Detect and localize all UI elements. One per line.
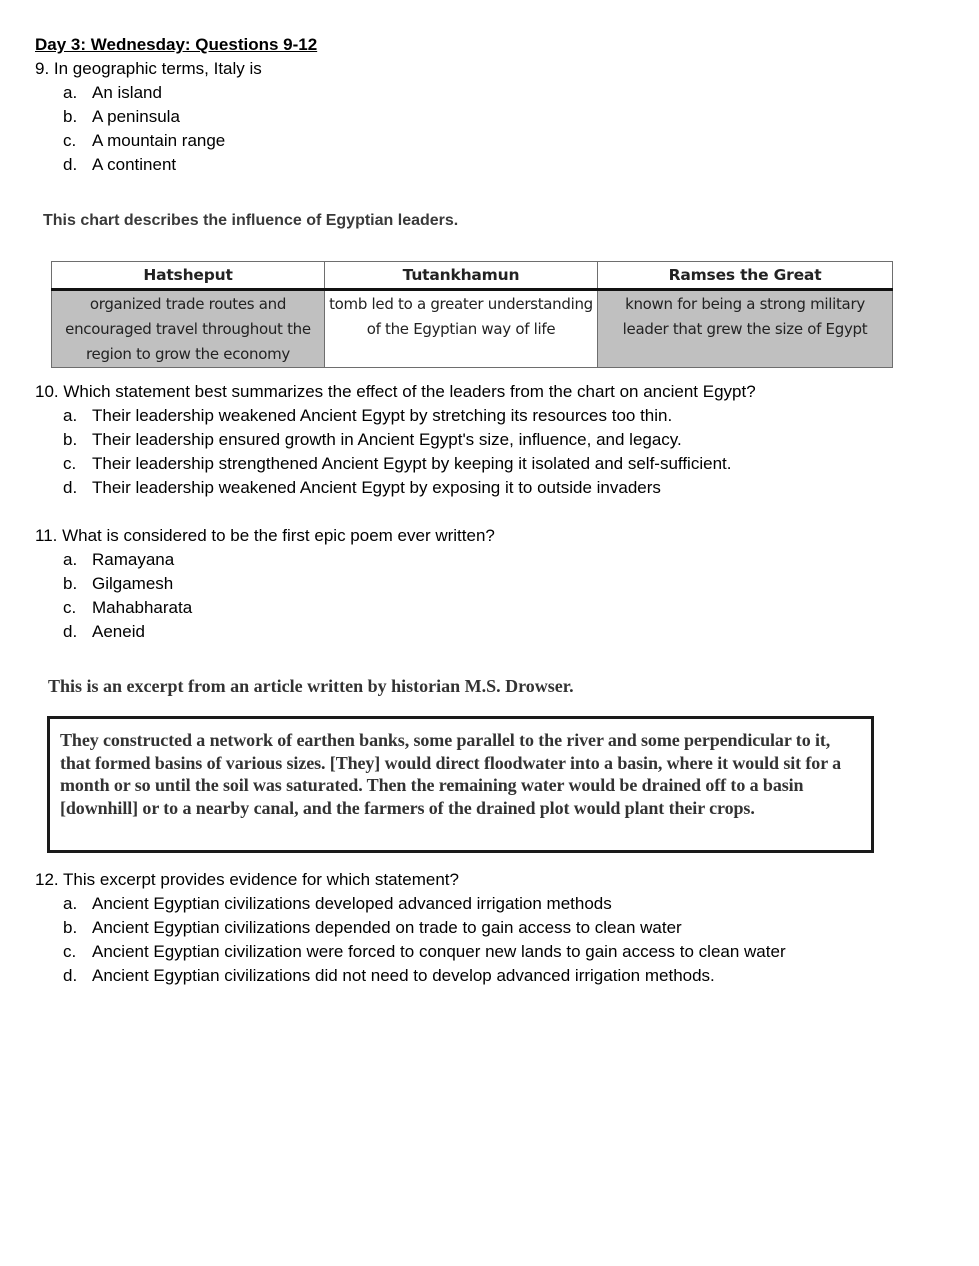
option-letter: c. [63, 454, 77, 473]
answer-option[interactable] [35, 916, 682, 940]
excerpt-text: They constructed a network of earthen banks, some parallel to the river and some perpendicular to it, that formed basins of various sizes. [They] would direct floodwater into a basin, where it would sit for a month or so until the soil was saturated. Then the remaining water would be drained off to a basin [downhill] or to a nearby canal, and the farmers of the drained plot would plant their crops. [60, 730, 842, 818]
option-letter: b. [63, 430, 78, 449]
option-letter: d. [63, 155, 78, 174]
option-text: Ancient Egyptian civilization were forced to conquer new lands to gain access to clean water [92, 942, 786, 961]
option-letter: b. [63, 574, 78, 593]
column-header-ramses: Ramses the Great [598, 262, 893, 290]
option-letter: b. [63, 918, 78, 937]
option-text: Ancient Egyptian civilizations did not need to develop advanced irrigation methods. [92, 966, 715, 985]
question-stem: 10. Which statement best summarizes the effect of the leaders from the chart on ancient Egypt? [35, 382, 756, 401]
excerpt-caption: This is an excerpt from an article written by historian M.S. Drowser. [48, 676, 574, 696]
option-text: Their leadership weakened Ancient Egypt by exposing it to outside invaders [92, 478, 661, 497]
table-header-row [52, 262, 893, 290]
question-10 [35, 380, 756, 500]
question-11 [35, 524, 495, 644]
option-letter: b. [63, 107, 78, 126]
table-row [52, 290, 893, 368]
answer-option[interactable] [35, 940, 786, 964]
option-text: Gilgamesh [92, 574, 174, 593]
column-header-hatsheput: Hatsheput [52, 262, 325, 290]
question-9 [35, 57, 262, 177]
table-cell-ramses: known for being a strong military leader that grew the size of Egypt [598, 290, 893, 368]
table-cell-tutankhamun: tomb led to a greater understanding of the Egyptian way of life [325, 290, 598, 368]
page-heading: Day 3: Wednesday: Questions 9-12 [35, 35, 318, 54]
option-text: An island [92, 83, 162, 102]
answer-options [35, 81, 262, 177]
answer-option[interactable] [35, 452, 756, 476]
answer-options [35, 892, 786, 988]
option-letter: d. [63, 622, 78, 641]
option-letter: a. [63, 894, 78, 913]
question-stem: 11. What is considered to be the first epic poem ever written? [35, 526, 495, 545]
option-text: Their leadership ensured growth in Ancient Egypt's size, influence, and legacy. [92, 430, 682, 449]
option-letter: a. [63, 83, 78, 102]
answer-option[interactable] [35, 548, 495, 572]
question-12 [35, 868, 786, 988]
option-text: Aeneid [92, 622, 145, 641]
answer-option[interactable] [35, 892, 612, 916]
option-text: A mountain range [92, 131, 226, 150]
answer-option[interactable] [35, 596, 495, 620]
question-stem: 12. This excerpt provides evidence for which statement? [35, 870, 459, 889]
option-letter: a. [63, 406, 78, 425]
option-text: A peninsula [92, 107, 180, 126]
answer-option[interactable] [35, 572, 495, 596]
option-letter: d. [63, 478, 78, 497]
option-text: Their leadership weakened Ancient Egypt by stretching its resources too thin. [92, 406, 673, 425]
answer-option[interactable] [35, 81, 262, 105]
answer-option[interactable] [35, 129, 262, 153]
option-text: Ancient Egyptian civilizations developed advanced irrigation methods [92, 894, 612, 913]
option-letter: c. [63, 598, 77, 617]
chart-caption: This chart describes the influence of Egyptian leaders. [43, 212, 459, 229]
answer-option[interactable] [35, 105, 262, 129]
option-text: Ancient Egyptian civilizations depended on trade to gain access to clean water [92, 918, 682, 937]
option-letter: c. [63, 131, 77, 150]
option-text: A continent [92, 155, 177, 174]
column-header-tutankhamun: Tutankhamun [325, 262, 598, 290]
option-letter: c. [63, 942, 77, 961]
answer-option[interactable] [35, 620, 495, 644]
answer-option[interactable] [35, 964, 715, 988]
answer-option[interactable] [35, 153, 262, 177]
answer-options [35, 404, 756, 500]
table-cell-hatsheput: organized trade routes and encouraged travel throughout the region to grow the economy [52, 290, 325, 368]
question-stem: 9. In geographic terms, Italy is [35, 59, 262, 78]
option-letter: d. [63, 966, 78, 985]
excerpt-box [47, 716, 874, 853]
option-letter: a. [63, 550, 78, 569]
option-text: Their leadership strengthened Ancient Egypt by keeping it isolated and self-sufficient. [92, 454, 732, 473]
answer-option[interactable] [35, 428, 756, 452]
answer-options [35, 548, 495, 644]
option-text: Ramayana [92, 550, 175, 569]
answer-option[interactable] [35, 404, 756, 428]
answer-option[interactable] [35, 476, 756, 500]
option-text: Mahabharata [92, 598, 193, 617]
leaders-table [51, 261, 893, 368]
